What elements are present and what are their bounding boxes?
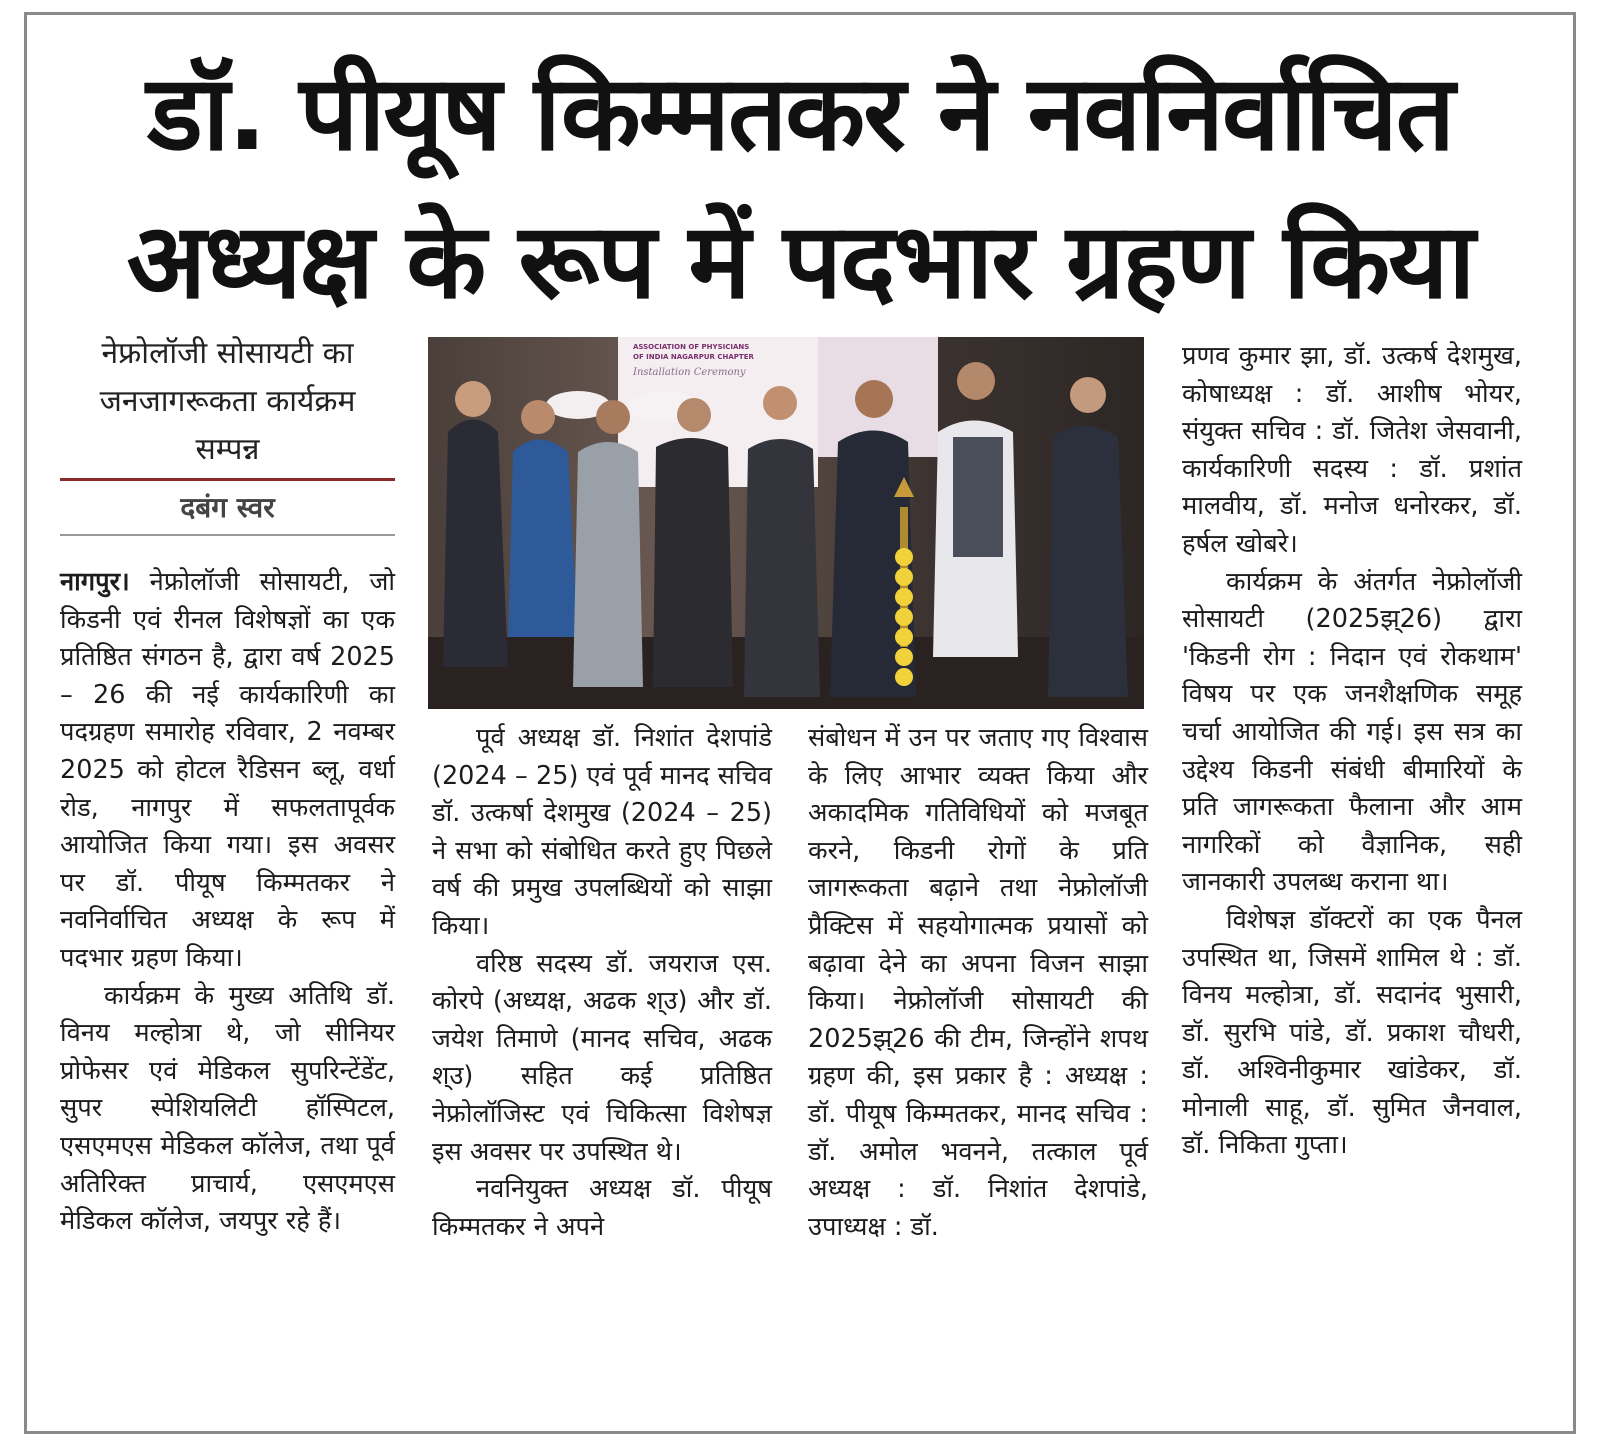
col1-paragraph-1	[60, 564, 395, 978]
event-photo-illustration	[428, 337, 1144, 709]
col1-paragraph-2: कार्यक्रम के मुख्य अतिथि डॉ. विनय मल्होत्रा थे, जो सीनियर प्रोफेसर एवं मेडिकल सुपरिन्टेंडेंट, सुपर स्पेशियलिटी हॉस्पिटल, एसएमएस मेडिकल कॉलेज, तथा पूर्व अतिरिक्त प्राचार्य, एसएमएस मेडिकल कॉलेज, जयपुर रहे हैं।	[60, 980, 395, 1237]
headline-line-1: डॉ. पीयूष किम्मतकर ने नवनिर्वाचित	[146, 52, 1454, 174]
banner-line-2: OF INDIA NAGARPUR CHAPTER	[633, 353, 754, 361]
col2-paragraph-3: नवनियुक्त अध्यक्ष डॉ. पीयूष किम्मतकर ने अपने	[432, 1174, 772, 1242]
col2-paragraph-1: पूर्व अध्यक्ष डॉ. निशांत देशपांडे (2024 – 25) एवं पूर्व मानद सचिव डॉ. उत्कर्षा देशमुख (2024 – 25) ने सभा को संबोधित करते हुए पिछले वर्ष की प्रमुख उपलब्धियों को साझा किया।	[432, 723, 772, 941]
col1-p1-text: नेफ्रोलॉजी सोसायटी, जो किडनी एवं रीनल विशेषज्ञों का एक प्रतिष्ठित संगठन है, द्वारा वर्ष 2025 – 26 की नई कार्यकारिणी का पदग्रहण समारोह रविवार, 2 नवम्बर 2025 को होटल रैडिसन ब्लू, वर्धा रोड, नागपुर में सफलतापूर्वक आयोजित किया गया। इस अवसर पर डॉ. पीयूष किम्मतकर ने नवनिर्वाचित अध्यक्ष के रूप में पदभार ग्रहण किया।	[60, 567, 395, 973]
byline: दबंग स्वर	[180, 491, 275, 524]
subhead-divider	[60, 478, 395, 481]
col4-paragraph-1: प्रणव कुमार झा, डॉ. उत्कर्ष देशमुख, कोषाध्यक्ष : डॉ. आशीष भोयर, संयुक्त सचिव : डॉ. जितेश जेसवानी, कार्यकारिणी सदस्य : डॉ. प्रशांत मालवीय, डॉ. मनोज धनोरकर, डॉ. हर्षल खोबरे।	[1182, 341, 1522, 559]
subhead-line-2: जनजागरूकता कार्यक्रम	[99, 384, 356, 419]
article-column-3	[808, 720, 1148, 1246]
byline-divider	[60, 534, 395, 536]
headline-line-2: अध्यक्ष के रूप में पदभार ग्रहण किया	[126, 200, 1474, 322]
col4-paragraph-2: कार्यक्रम के अंतर्गत नेफ्रोलॉजी सोसायटी (2025झ्26) द्वारा 'किडनी रोग : निदान एवं रोकथाम' विषय पर एक जनशैक्षणिक समूह चर्चा आयोजित की गई। इस सत्र का उद्देश्य किडनी संबंधी बीमारियों के प्रति जागरूकता फैलाना और आम नागरिकों को वैज्ञानिक, सही जानकारी उपलब्ध कराना था।	[1182, 566, 1522, 898]
banner-line-1: ASSOCIATION OF PHYSICIANS	[633, 343, 750, 351]
subheadline	[60, 330, 395, 474]
event-photo	[428, 337, 1144, 709]
article-column-1	[60, 564, 395, 1241]
col4-paragraph-3: विशेषज्ञ डॉक्टरों का एक पैनल उपस्थित था, जिसमें शामिल थे : डॉ. विनय मल्होत्रा, डॉ. सदानंद भुसारी, डॉ. सुरभि पांडे, डॉ. प्रकाश चौधरी, डॉ. अश्विनीकुमार खांडेकर, डॉ. मोनाली साहू, डॉ. सुमित जैनवाल, डॉ. निकिता गुप्ता।	[1182, 904, 1522, 1161]
subhead-line-1: नेफ्रोलॉजी सोसायटी का	[101, 336, 354, 371]
subhead-line-3: सम्पन्न	[195, 432, 260, 467]
banner-line-3: Installation Ceremony	[633, 367, 746, 378]
article-column-4	[1182, 338, 1522, 1165]
dateline-city: नागपुर।	[60, 567, 130, 597]
col3-paragraph-1: संबोधन में उन पर जताए गए विश्वास के लिए आभार व्यक्त किया और अकादमिक गतिविधियों को मजबूत करने, किडनी रोगों के प्रति जागरूकता बढ़ाने तथा नेफ्रोलॉजी प्रैक्टिस में सहयोगात्मक प्रयासों को बढ़ावा देने का अपना विजन साझा किया। नेफ्रोलॉजी सोसायटी की 2025झ्26 की टीम, जिन्होंने शपथ ग्रहण की, इस प्रकार है : अध्यक्ष : डॉ. पीयूष किम्मतकर, मानद सचिव : डॉ. अमोल भवनने, तत्काल पूर्व अध्यक्ष : डॉ. निशांत देशपांडे, उपाध्यक्ष : डॉ.	[808, 723, 1148, 1242]
col2-paragraph-2: वरिष्ठ सदस्य डॉ. जयराज एस. कोरपे (अध्यक्ष, अढक श्उ) और डॉ. जयेश तिमाणे (मानद सचिव, अढक श्उ) सहित कई प्रतिष्ठित नेफ्रोलॉजिस्ट एवं चिकित्सा विशेषज्ञ इस अवसर पर उपस्थित थे।	[432, 948, 772, 1167]
article-column-2	[432, 720, 772, 1246]
